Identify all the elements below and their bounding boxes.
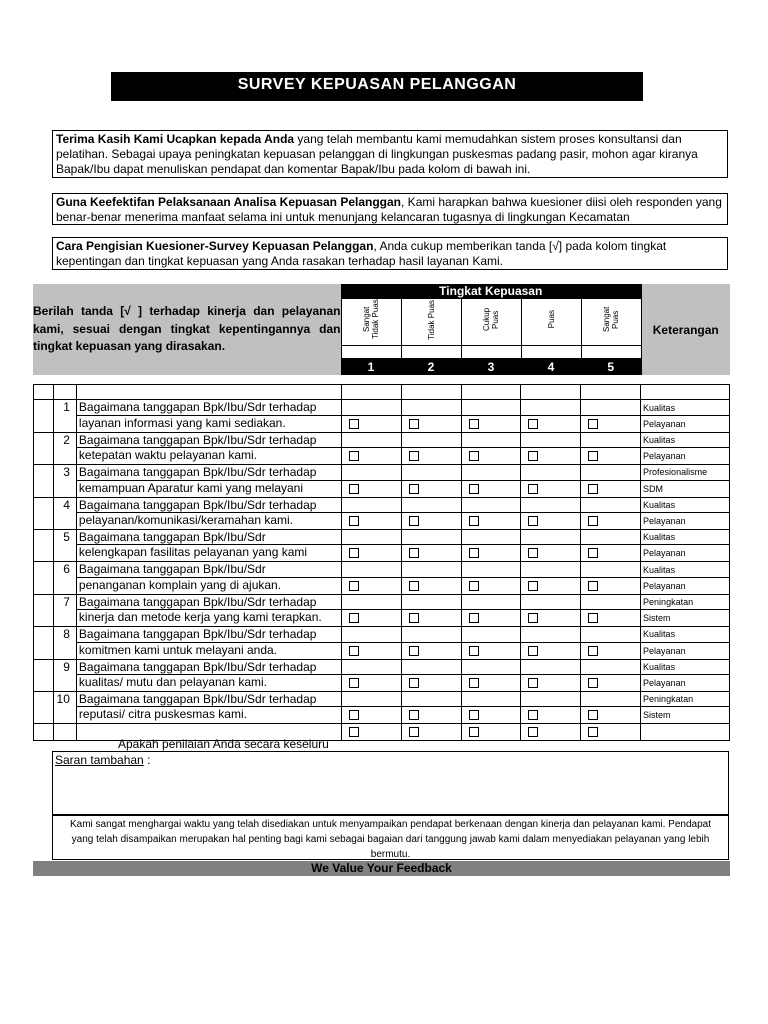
rating-checkbox[interactable] <box>588 451 598 461</box>
table-row <box>34 545 730 562</box>
rating-cell <box>521 577 581 594</box>
rating-cell <box>341 707 401 724</box>
scale-label-4 <box>521 299 581 346</box>
keterangan-line-1: Kualitas <box>641 659 730 674</box>
keterangan-line-1: Peningkatan <box>641 594 730 609</box>
rating-cell <box>401 465 461 480</box>
value-feedback-banner: We Value Your Feedback <box>33 861 730 876</box>
rating-checkbox[interactable] <box>588 484 598 494</box>
blank-cell <box>581 385 641 400</box>
keterangan-line-1: Kualitas <box>641 529 730 544</box>
header-instruction: Berilah tanda [√ ] terhadap kinerja dan pelayanan kami, sesuai dengan tingkat kepentingannya dan tingkat kepuasan yang dirasakan. <box>33 284 341 375</box>
rating-header-table <box>33 284 730 375</box>
rating-checkbox[interactable] <box>528 727 538 737</box>
rating-cell <box>401 610 461 627</box>
rating-cell <box>461 674 521 691</box>
rating-cell <box>341 674 401 691</box>
rating-checkbox[interactable] <box>469 710 479 720</box>
rating-cell <box>581 465 641 480</box>
table-row <box>34 707 730 724</box>
blank-cell <box>76 385 341 400</box>
question-line-2: kualitas/ mutu dan pelayanan kami. <box>76 674 341 691</box>
rating-checkbox[interactable] <box>588 613 598 623</box>
rating-cell <box>341 642 401 659</box>
rating-checkbox[interactable] <box>349 581 359 591</box>
question-number: 1 <box>53 400 76 432</box>
table-row <box>34 691 730 706</box>
rating-checkbox[interactable] <box>469 419 479 429</box>
table-row <box>34 448 730 465</box>
scale-label-text: Tidak Puas <box>426 299 436 340</box>
rating-cell <box>581 562 641 577</box>
keterangan-line-2: Pelayanan <box>641 674 730 691</box>
rating-checkbox[interactable] <box>469 646 479 656</box>
question-line-1: Bagaimana tanggapan Bpk/Ibu/Sdr terhadap <box>76 400 341 415</box>
rating-cell <box>401 691 461 706</box>
keterangan-header: Keterangan <box>641 284 730 375</box>
rating-cell <box>401 448 461 465</box>
rating-cell <box>581 627 641 642</box>
rating-cell <box>341 627 401 642</box>
intro-purpose-box <box>52 193 728 225</box>
rating-cell <box>341 432 401 447</box>
rating-cell <box>341 545 401 562</box>
keterangan-line-2: Pelayanan <box>641 512 730 529</box>
rating-checkbox[interactable] <box>588 678 598 688</box>
rating-checkbox[interactable] <box>588 710 598 720</box>
table-row <box>34 562 730 577</box>
saran-field[interactable] <box>52 751 729 815</box>
rating-checkbox[interactable] <box>349 613 359 623</box>
question-number: 10 <box>53 691 76 723</box>
rating-cell <box>581 577 641 594</box>
row-margin <box>34 659 54 691</box>
rating-cell <box>581 448 641 465</box>
rating-cell <box>461 480 521 497</box>
keterangan-line-1: Kualitas <box>641 432 730 447</box>
rating-cell <box>521 512 581 529</box>
scale-number-4: 4 <box>521 359 581 376</box>
keterangan-line-1: Profesionalisme <box>641 465 730 480</box>
rating-checkbox[interactable] <box>349 710 359 720</box>
rating-cell <box>461 415 521 432</box>
scale-spacer <box>521 346 581 359</box>
intro-howto-heading: Cara Pengisian Kuesioner-Survey Kepuasan Pelanggan <box>56 239 374 253</box>
intro-thanks-text: yang telah membantu kami memudahkan sistem proses konsultansi dan pelatihan. Sebagai upaya peningkatan kepuasan pelanggan di lingkungan puskesmas padang pasir, mohon agar kiranya Bapak/Ibu dapat menuliskan pendapat dan komentar Bapak/Ibu pada kolom di bawah ini. <box>56 132 698 176</box>
rating-cell <box>521 659 581 674</box>
rating-cell <box>461 465 521 480</box>
questions-table <box>33 384 730 741</box>
rating-cell <box>521 480 581 497</box>
question-line-2: ketepatan waktu pelayanan kami. <box>76 448 341 465</box>
rating-cell <box>461 400 521 415</box>
question-number: 5 <box>53 529 76 561</box>
rating-cell <box>521 545 581 562</box>
rating-checkbox[interactable] <box>528 581 538 591</box>
question-line-2: reputasi/ citra puskesmas kami. <box>76 707 341 724</box>
rating-checkbox[interactable] <box>469 581 479 591</box>
rating-cell <box>461 512 521 529</box>
blank-cell <box>53 724 76 741</box>
rating-cell <box>461 724 521 741</box>
question-line-2: komitmen kami untuk melayani anda. <box>76 642 341 659</box>
rating-cell <box>461 448 521 465</box>
keterangan-line-2: Pelayanan <box>641 642 730 659</box>
question-line-2: layanan informasi yang kami sediakan. <box>76 415 341 432</box>
row-margin <box>34 562 54 594</box>
saran-colon: : <box>143 753 151 767</box>
rating-cell <box>521 610 581 627</box>
rating-checkbox[interactable] <box>528 516 538 526</box>
rating-cell <box>341 465 401 480</box>
rating-cell <box>341 497 401 512</box>
tingkat-kepuasan-title: Tingkat Kepuasan <box>341 284 641 299</box>
rating-cell <box>581 659 641 674</box>
row-margin <box>34 691 54 723</box>
rating-cell <box>581 610 641 627</box>
rating-cell <box>581 545 641 562</box>
scale-label-text: Cukup Puas <box>482 307 500 332</box>
rating-cell <box>401 674 461 691</box>
intro-thanks-box <box>52 130 728 178</box>
keterangan-line-1: Kualitas <box>641 562 730 577</box>
rating-cell <box>581 415 641 432</box>
rating-cell <box>341 724 401 741</box>
rating-cell <box>521 497 581 512</box>
rating-cell <box>581 642 641 659</box>
rating-cell <box>581 691 641 706</box>
question-number: 2 <box>53 432 76 464</box>
question-number: 4 <box>53 497 76 529</box>
keterangan-line-1: Kualitas <box>641 400 730 415</box>
scale-number-2: 2 <box>401 359 461 376</box>
rating-cell <box>521 432 581 447</box>
question-line-2: penanganan komplain yang di ajukan. <box>76 577 341 594</box>
rating-checkbox[interactable] <box>528 419 538 429</box>
rating-cell <box>461 659 521 674</box>
keterangan-line-2: Pelayanan <box>641 415 730 432</box>
rating-cell <box>401 480 461 497</box>
rating-checkbox[interactable] <box>528 710 538 720</box>
rating-cell <box>341 610 401 627</box>
blank-cell <box>641 385 730 400</box>
rating-checkbox[interactable] <box>528 451 538 461</box>
rating-checkbox[interactable] <box>349 646 359 656</box>
rating-cell <box>521 594 581 609</box>
blank-cell <box>641 724 730 741</box>
rating-cell <box>461 610 521 627</box>
rating-cell <box>461 545 521 562</box>
rating-cell <box>401 529 461 544</box>
question-line-1: Bagaimana tanggapan Bpk/Ibu/Sdr terhadap <box>76 659 341 674</box>
table-row <box>34 480 730 497</box>
rating-cell <box>401 545 461 562</box>
rating-cell <box>341 529 401 544</box>
rating-checkbox[interactable] <box>588 581 598 591</box>
rating-cell <box>401 512 461 529</box>
rating-cell <box>521 674 581 691</box>
rating-cell <box>401 497 461 512</box>
scale-number-5: 5 <box>581 359 641 376</box>
rating-cell <box>461 691 521 706</box>
rating-checkbox[interactable] <box>349 451 359 461</box>
scale-label-text: Puas <box>546 310 556 329</box>
rating-checkbox[interactable] <box>349 419 359 429</box>
table-row <box>34 400 730 415</box>
question-line-2: pelayanan/komunikasi/keramahan kami. <box>76 512 341 529</box>
rating-cell <box>581 724 641 741</box>
keterangan-line-2: Pelayanan <box>641 577 730 594</box>
rating-checkbox[interactable] <box>469 516 479 526</box>
rating-checkbox[interactable] <box>588 548 598 558</box>
keterangan-line-2: Sistem <box>641 707 730 724</box>
rating-cell <box>401 724 461 741</box>
question-line-2: kinerja dan metode kerja yang kami terapkan. <box>76 610 341 627</box>
blank-cell <box>53 385 76 400</box>
blank-cell <box>461 385 521 400</box>
rating-checkbox[interactable] <box>409 484 419 494</box>
rating-checkbox[interactable] <box>588 646 598 656</box>
rating-cell <box>461 577 521 594</box>
rating-checkbox[interactable] <box>469 613 479 623</box>
table-row <box>34 627 730 642</box>
rating-cell <box>581 707 641 724</box>
rating-checkbox[interactable] <box>469 678 479 688</box>
rating-cell <box>521 627 581 642</box>
question-line-1: Bagaimana tanggapan Bpk/Ibu/Sdr terhadap <box>76 497 341 512</box>
rating-cell <box>401 659 461 674</box>
keterangan-line-2: SDM <box>641 480 730 497</box>
question-number: 7 <box>53 594 76 626</box>
rating-checkbox[interactable] <box>469 451 479 461</box>
table-row <box>34 577 730 594</box>
rating-checkbox[interactable] <box>528 484 538 494</box>
row-margin <box>34 594 54 626</box>
scale-label-3 <box>461 299 521 346</box>
rating-cell <box>461 562 521 577</box>
blank-cell <box>521 385 581 400</box>
rating-cell <box>521 724 581 741</box>
saran-label: Saran tambahan <box>55 753 144 767</box>
row-margin <box>34 627 54 659</box>
table-row <box>34 415 730 432</box>
intro-purpose-heading: Guna Keefektifan Pelaksanaan Analisa Kepuasan Pelanggan <box>56 195 402 209</box>
rating-cell <box>581 480 641 497</box>
keterangan-line-1: Peningkatan <box>641 691 730 706</box>
question-number: 6 <box>53 562 76 594</box>
blank-cell <box>34 385 54 400</box>
scale-spacer <box>461 346 521 359</box>
scale-label-text: Sangat Tidak Puas <box>362 299 380 340</box>
rating-checkbox[interactable] <box>588 727 598 737</box>
rating-cell <box>401 642 461 659</box>
rating-cell <box>341 448 401 465</box>
rating-checkbox[interactable] <box>409 727 419 737</box>
rating-checkbox[interactable] <box>349 727 359 737</box>
rating-cell <box>461 497 521 512</box>
scale-label-text: Sangat Puas <box>602 306 620 333</box>
intro-howto-text: , Anda cukup memberikan tanda [√] pada kolom tingkat kepentingan dan tingkat kepuasan yang Anda rasakan terhadap hasil layanan Kami. <box>56 239 667 268</box>
rating-checkbox[interactable] <box>349 678 359 688</box>
rating-cell <box>521 529 581 544</box>
rating-cell <box>521 562 581 577</box>
rating-checkbox[interactable] <box>349 484 359 494</box>
rating-checkbox[interactable] <box>528 548 538 558</box>
question-number: 8 <box>53 627 76 659</box>
rating-checkbox[interactable] <box>528 678 538 688</box>
rating-checkbox[interactable] <box>469 727 479 737</box>
scale-spacer <box>401 346 461 359</box>
rating-cell <box>461 432 521 447</box>
scale-number-3: 3 <box>461 359 521 376</box>
question-line-1: Bagaimana tanggapan Bpk/Ibu/Sdr <box>76 529 341 544</box>
row-margin <box>34 529 54 561</box>
question-line-1: Bagaimana tanggapan Bpk/Ibu/Sdr terhadap <box>76 594 341 609</box>
rating-cell <box>341 577 401 594</box>
intro-thanks-heading: Terima Kasih Kami Ucapkan kepada Anda <box>56 132 295 146</box>
rating-checkbox[interactable] <box>528 646 538 656</box>
rating-cell <box>401 707 461 724</box>
overall-question: Apakah penilaian Anda secara keseluru <box>118 737 329 751</box>
rating-cell <box>401 432 461 447</box>
rating-checkbox[interactable] <box>409 451 419 461</box>
rating-cell <box>341 512 401 529</box>
table-row <box>34 642 730 659</box>
rating-cell <box>521 415 581 432</box>
thanks-message: Kami sangat menghargai waktu yang telah disediakan untuk menyampaikan pendapat berkenaan dengan kinerja dan pelayanan kami. Pendapat yang telah disampaikan merupakan hal penting bagi kami sebagai bagaian dari tanggung jawab kami dalam menyediakan pelayanan yang lebih bermutu. <box>52 815 729 860</box>
rating-cell <box>401 577 461 594</box>
rating-cell <box>461 707 521 724</box>
rating-cell <box>341 691 401 706</box>
table-row <box>34 659 730 674</box>
rating-cell <box>341 594 401 609</box>
question-number: 3 <box>53 465 76 497</box>
scale-spacer <box>581 346 641 359</box>
rating-checkbox[interactable] <box>469 548 479 558</box>
scale-number-1: 1 <box>341 359 401 376</box>
rating-cell <box>341 415 401 432</box>
rating-cell <box>461 642 521 659</box>
question-line-2: kelengkapan fasilitas pelayanan yang kami <box>76 545 341 562</box>
rating-cell <box>401 594 461 609</box>
table-row <box>34 465 730 480</box>
rating-checkbox[interactable] <box>409 678 419 688</box>
rating-checkbox[interactable] <box>528 613 538 623</box>
rating-cell <box>341 480 401 497</box>
question-line-1: Bagaimana tanggapan Bpk/Ibu/Sdr terhadap <box>76 691 341 706</box>
keterangan-line-2: Sistem <box>641 610 730 627</box>
rating-checkbox[interactable] <box>588 516 598 526</box>
row-margin <box>34 400 54 432</box>
rating-checkbox[interactable] <box>409 710 419 720</box>
question-line-1: Bagaimana tanggapan Bpk/Ibu/Sdr terhadap <box>76 432 341 447</box>
keterangan-line-2: Pelayanan <box>641 448 730 465</box>
blank-cell <box>341 385 401 400</box>
rating-checkbox[interactable] <box>469 484 479 494</box>
blank-cell <box>34 724 54 741</box>
rating-checkbox[interactable] <box>409 581 419 591</box>
rating-checkbox[interactable] <box>349 516 359 526</box>
question-number: 9 <box>53 659 76 691</box>
table-row <box>34 432 730 447</box>
rating-cell <box>581 594 641 609</box>
question-line-2: kemampuan Aparatur kami yang melayani <box>76 480 341 497</box>
table-row <box>34 674 730 691</box>
keterangan-line-1: Kualitas <box>641 627 730 642</box>
rating-cell <box>581 674 641 691</box>
rating-cell <box>581 432 641 447</box>
rating-cell <box>521 400 581 415</box>
keterangan-line-1: Kualitas <box>641 497 730 512</box>
rating-checkbox[interactable] <box>409 419 419 429</box>
row-margin <box>34 465 54 497</box>
scale-label-2 <box>401 299 461 346</box>
row-margin <box>34 432 54 464</box>
rating-checkbox[interactable] <box>409 646 419 656</box>
rating-cell <box>521 691 581 706</box>
blank-cell <box>401 385 461 400</box>
question-line-1: Bagaimana tanggapan Bpk/Ibu/Sdr terhadap <box>76 627 341 642</box>
rating-checkbox[interactable] <box>409 613 419 623</box>
rating-cell <box>341 562 401 577</box>
rating-cell <box>401 400 461 415</box>
rating-checkbox[interactable] <box>409 548 419 558</box>
rating-checkbox[interactable] <box>409 516 419 526</box>
table-row <box>34 529 730 544</box>
intro-purpose-text: , Kami harapkan bahwa kuesioner diisi oleh responden yang benar-benar menerima manfaat selama ini untuk menunjang kelancaran tugasnya di lingkungan Kecamatan <box>56 195 722 224</box>
rating-cell <box>521 448 581 465</box>
row-margin <box>34 497 54 529</box>
rating-cell <box>521 642 581 659</box>
scale-label-1 <box>341 299 401 346</box>
rating-checkbox[interactable] <box>349 548 359 558</box>
intro-howto-box <box>52 237 728 270</box>
rating-cell <box>401 415 461 432</box>
rating-cell <box>581 400 641 415</box>
rating-cell <box>581 529 641 544</box>
rating-cell <box>521 465 581 480</box>
table-row <box>34 594 730 609</box>
rating-cell <box>521 707 581 724</box>
scale-spacer <box>341 346 401 359</box>
rating-checkbox[interactable] <box>588 419 598 429</box>
keterangan-line-2: Pelayanan <box>641 545 730 562</box>
rating-cell <box>581 497 641 512</box>
rating-cell <box>341 400 401 415</box>
rating-cell <box>581 512 641 529</box>
rating-cell <box>461 529 521 544</box>
question-line-1: Bagaimana tanggapan Bpk/Ibu/Sdr terhadap <box>76 465 341 480</box>
survey-title: SURVEY KEPUASAN PELANGGAN <box>111 72 643 101</box>
rating-cell <box>341 659 401 674</box>
question-line-1: Bagaimana tanggapan Bpk/Ibu/Sdr <box>76 562 341 577</box>
table-row <box>34 512 730 529</box>
scale-label-5 <box>581 299 641 346</box>
rating-cell <box>461 627 521 642</box>
rating-cell <box>401 562 461 577</box>
table-row <box>34 610 730 627</box>
table-row <box>34 497 730 512</box>
rating-cell <box>401 627 461 642</box>
rating-cell <box>461 594 521 609</box>
